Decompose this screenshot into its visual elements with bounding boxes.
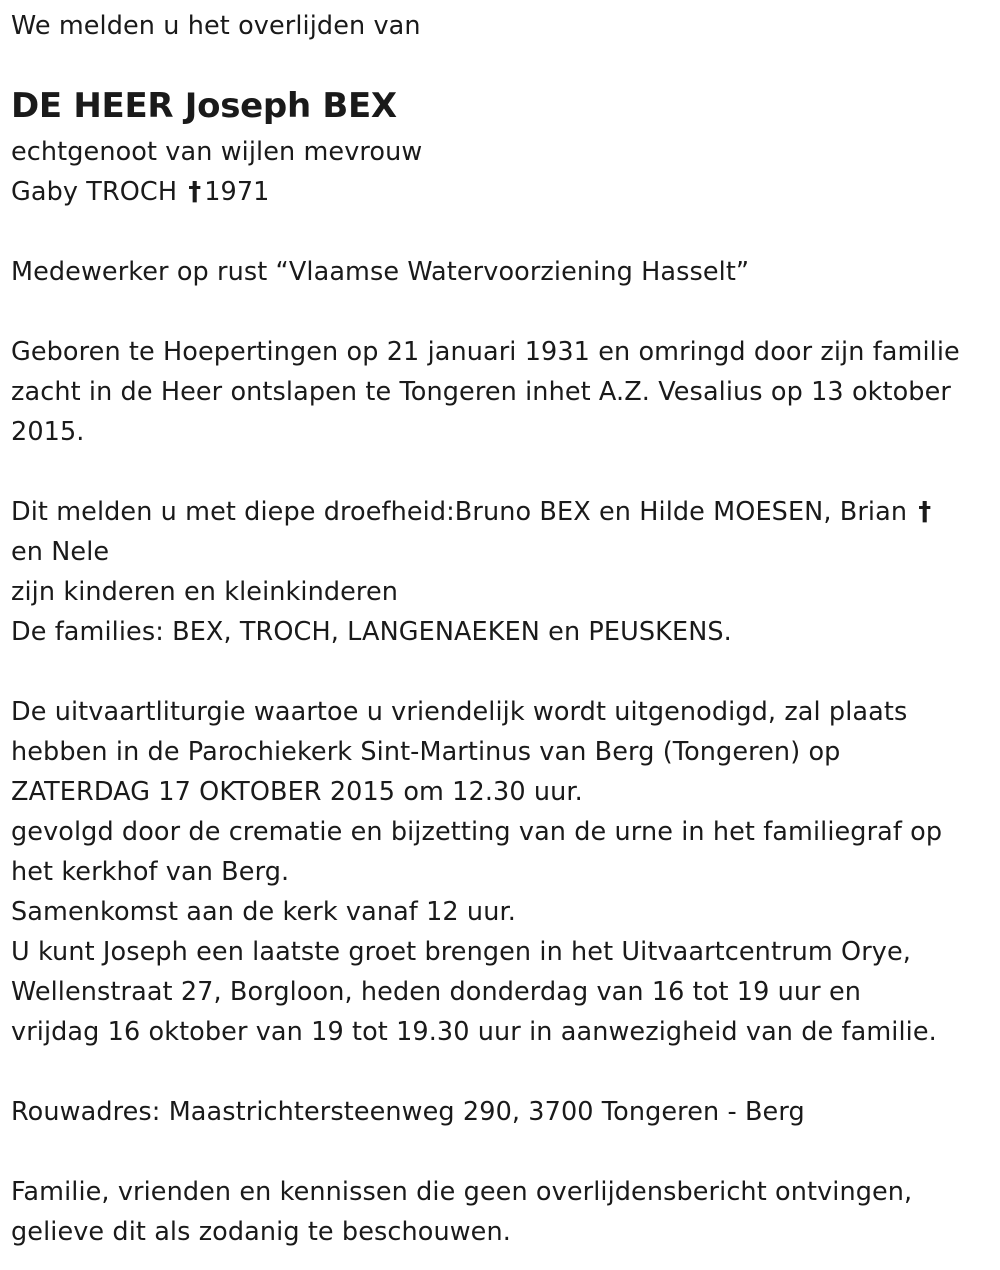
birth-death-line: 2015. <box>11 417 85 447</box>
closing-line: gelieve dit als zodanig te beschouwen. <box>11 1217 511 1247</box>
deceased-name: DE HEER Joseph BEX <box>11 86 397 126</box>
spacer <box>11 46 991 80</box>
spacer <box>11 212 991 252</box>
address-text: Rouwadres: Maastrichtersteenweg 290, 3700 Tongeren - Berg <box>11 1097 805 1127</box>
birth-death-line: Geboren te Hoepertingen op 21 januari 1931 en omringd door zijn familie <box>11 337 960 367</box>
spouse-year: 1971 <box>204 177 270 207</box>
mourners-text: Dit melden u met diepe droefheid:Bruno BEX en Hilde MOESEN, Brian <box>11 497 908 527</box>
spacer <box>11 292 991 332</box>
funeral-line: U kunt Joseph een laatste groet brengen in het Uitvaartcentrum Orye, <box>11 937 911 967</box>
funeral-line: ZATERDAG 17 OKTOBER 2015 om 12.30 uur. <box>11 777 583 807</box>
funeral-line: De uitvaartliturgie waartoe u vriendelijk wordt uitgenodigd, zal plaats <box>11 697 908 727</box>
funeral-line: hebben in de Parochiekerk Sint-Martinus van Berg (Tongeren) op <box>11 737 841 767</box>
closing-line: Familie, vrienden en kennissen die geen overlijdensbericht ontvingen, <box>11 1177 913 1207</box>
cross-icon: † <box>918 497 932 527</box>
mourners-line <box>11 492 991 532</box>
funeral-line: het kerkhof van Berg. <box>11 857 290 887</box>
funeral-line: gevolgd door de crematie en bijzetting van de urne in het familiegraf op <box>11 817 943 847</box>
funeral-line: vrijdag 16 oktober van 19 tot 19.30 uur in aanwezigheid van de familie. <box>11 1017 937 1047</box>
mourners-line: De families: BEX, TROCH, LANGENAEKEN en PEUSKENS. <box>11 617 732 647</box>
spouse-name: Gaby TROCH <box>11 177 178 207</box>
spouse-name-line <box>11 172 991 212</box>
spacer <box>11 1132 991 1172</box>
birth-death-line: zacht in de Heer ontslapen te Tongeren inhet A.Z. Vesalius op 13 oktober <box>11 377 951 407</box>
spacer <box>11 652 991 692</box>
mourners-line: en Nele <box>11 537 110 567</box>
intro-text: We melden u het overlijden van <box>11 11 421 41</box>
funeral-line: Wellenstraat 27, Borgloon, heden donderdag van 16 tot 19 uur en <box>11 977 862 1007</box>
occupation-text: Medewerker op rust “Vlaamse Watervoorziening Hasselt” <box>11 257 750 287</box>
death-notice <box>11 0 991 1252</box>
spacer <box>11 1052 991 1092</box>
cross-icon: † <box>188 177 202 207</box>
mourners-line: zijn kinderen en kleinkinderen <box>11 577 398 607</box>
spacer <box>11 452 991 492</box>
funeral-line: Samenkomst aan de kerk vanaf 12 uur. <box>11 897 516 927</box>
spouse-line: echtgenoot van wijlen mevrouw <box>11 137 423 167</box>
